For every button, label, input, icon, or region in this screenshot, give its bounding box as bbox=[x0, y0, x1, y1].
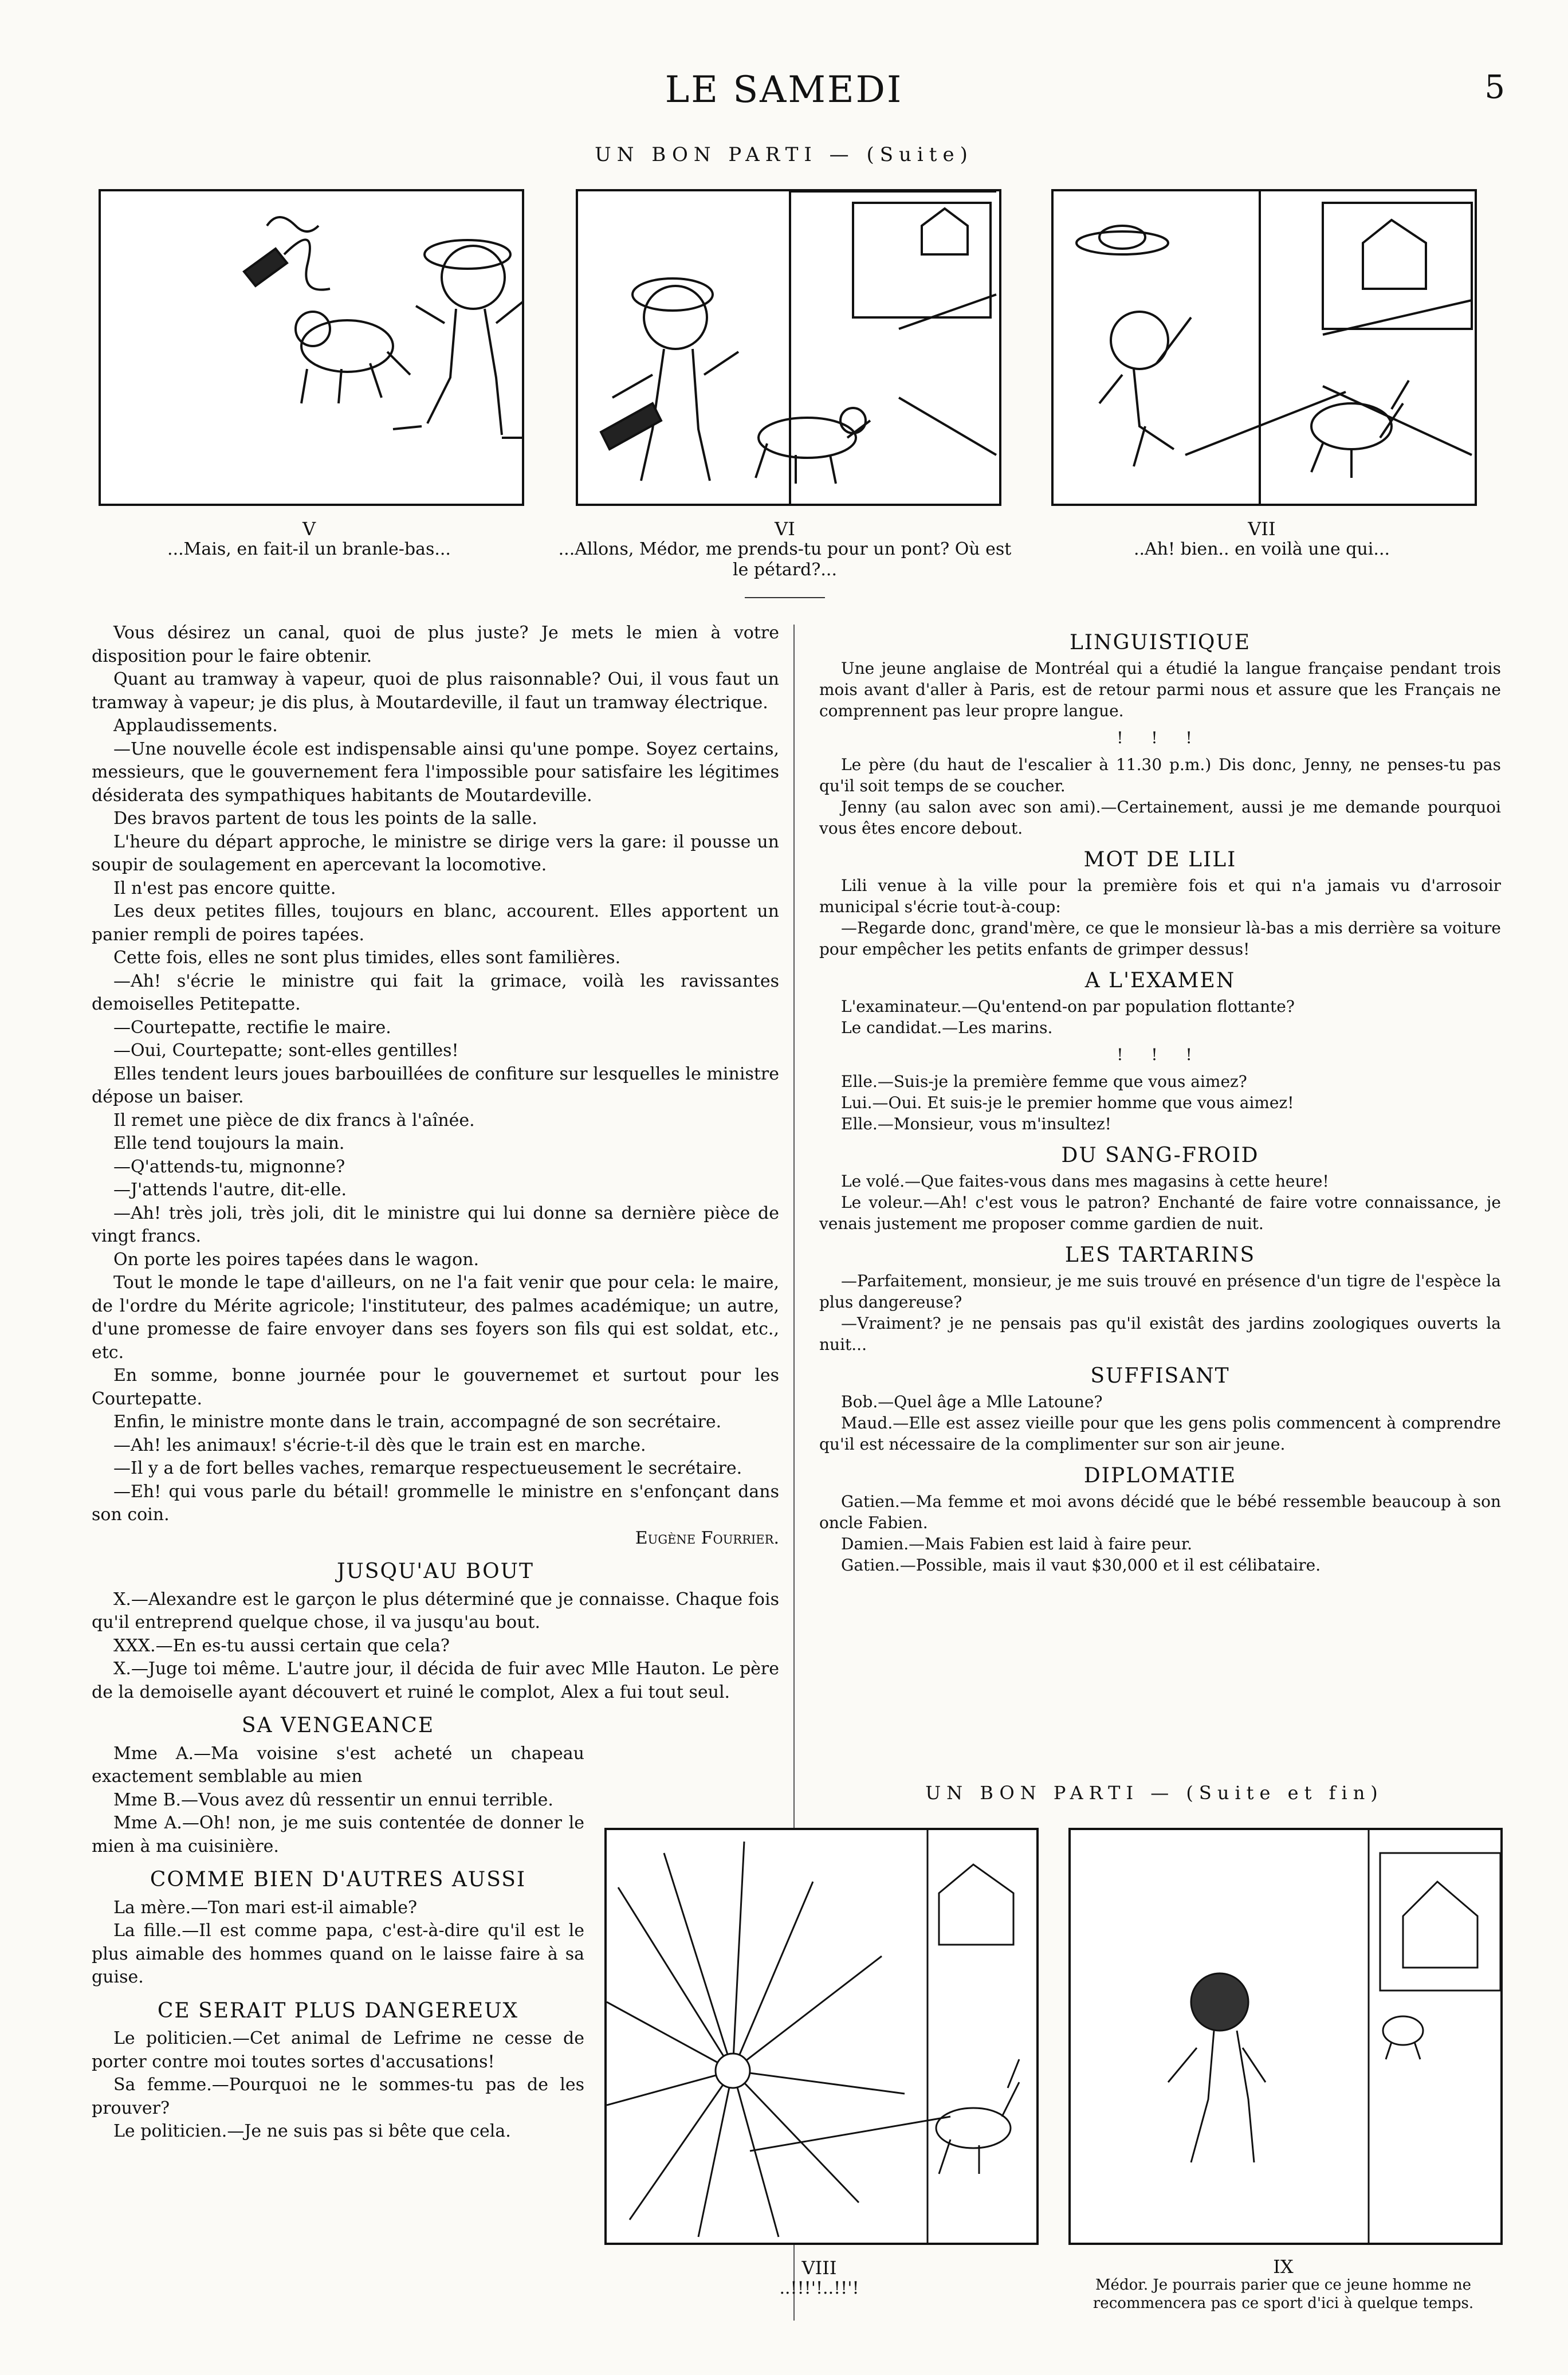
dialogue-line: Le père (du haut de l'escalier à 11.30 p.m.) Dis donc, Jenny, ne penses-tu pas qu'il soit temps de se coucher. bbox=[819, 755, 1501, 795]
dialogue-line: La mère.—Ton mari est-il aimable? bbox=[113, 1897, 418, 1918]
paragraph: L'heure du départ approche, le ministre se dirige vers la gare: il pousse un soupir de soulagement en apercevant la locomotive. bbox=[92, 831, 779, 875]
dialogue-line: La fille.—Il est comme papa, c'est-à-dire qu'il est le plus aimable des hommes quand on le laisse faire à sa guise. bbox=[92, 1921, 584, 1987]
paragraph: —Oui, Courtepatte; sont-elles gentilles! bbox=[113, 1041, 459, 1061]
dialogue-line: Jenny (au salon avec son ami).—Certainement, aussi je me demande pourquoi vous êtes encore debout. bbox=[819, 798, 1501, 838]
section-title: JUSQU'AU BOUT bbox=[337, 1560, 534, 1583]
panel-caption-text: ...Allons, Médor, me prends-tu pour un pont? Où est le pétard?... bbox=[558, 539, 1012, 580]
dialogue-line: Le politicien.—Je ne suis pas si bête que cela. bbox=[113, 2121, 511, 2141]
paragraph: —Il y a de fort belles vaches, remarque respectueusement le secrétaire. bbox=[113, 1458, 742, 1478]
paragraph: —Ah! très joli, très joli, dit le ministre qui lui donne sa dernière pièce de vingt francs. bbox=[92, 1203, 779, 1246]
panel-caption-vii bbox=[1051, 519, 1472, 560]
dialogue-line: X.—Juge toi même. L'autre jour, il décida de fuir avec Mlle Hauton. Le père de la demoiselle ayant découvert et ruiné le complot, Alex a fui tout seul. bbox=[92, 1659, 779, 1702]
panel-caption-text: ..!!!'!..!!'! bbox=[779, 2278, 859, 2298]
paragraph: —Courtepatte, rectifie le maire. bbox=[113, 1017, 391, 1038]
signature: Eugène Fourrier. bbox=[635, 1528, 779, 1548]
dialogue-line: Elle.—Suis-je la première femme que vous aimez? bbox=[841, 1072, 1247, 1091]
dialogue-line: Gatien.—Possible, mais il vaut $30,000 et il est célibataire. bbox=[841, 1556, 1321, 1575]
section-title: LES TARTARINS bbox=[1064, 1243, 1256, 1267]
dialogue-line: Le voleur.—Ah! c'est vous le patron? Enchanté de faire votre connaissance, je venais justement me proposer comme gardien de nuit. bbox=[819, 1193, 1501, 1233]
paragraph: —J'attends l'autre, dit-elle. bbox=[113, 1180, 347, 1200]
right-column bbox=[819, 622, 1501, 1576]
dialogue-line: Mme A.—Oh! non, je me suis contentée de donner le mien à ma cuisinière. bbox=[92, 1813, 584, 1856]
section-title: DU SANG-FROID bbox=[1061, 1144, 1259, 1167]
comic-illustration bbox=[1071, 1830, 1500, 2243]
comic-illustration bbox=[101, 191, 522, 504]
separator-stars: ! ! ! bbox=[1117, 1045, 1204, 1064]
panel-caption-ix bbox=[1068, 2258, 1498, 2313]
panel-caption-v bbox=[99, 519, 520, 560]
page-title: LE SAMEDI bbox=[665, 69, 903, 111]
panel-caption-text: ..Ah! bien.. en voilà une qui... bbox=[1133, 539, 1390, 559]
paragraph: Applaudissements. bbox=[113, 716, 278, 736]
dialogue-line: XXX.—En es-tu aussi certain que cela? bbox=[113, 1635, 450, 1656]
dialogue-line: X.—Alexandre est le garçon le plus déterminé que je connaisse. Chaque fois qu'il entreprend quelque chose, il va jusqu'au bout. bbox=[92, 1589, 779, 1632]
dialogue-line: Elle.—Monsieur, vous m'insultez! bbox=[841, 1114, 1111, 1133]
paragraph: —Une nouvelle école est indispensable ainsi qu'une pompe. Soyez certains, messieurs, que le gouvernement fera l'impossible pour satisfaire les légitimes désiderata des sympathiques habitants de Moutardeville. bbox=[92, 739, 779, 806]
page-number: 5 bbox=[1484, 69, 1505, 106]
paragraph: Une jeune anglaise de Montréal qui a étudié la langue française pendant trois mois avant d'aller à Paris, est de retour parmi nous et assure que les Français ne comprennent pas leur propre langue. bbox=[819, 659, 1501, 720]
paragraph: Tout le monde le tape d'ailleurs, on ne l'a fait venir que pour cela: le maire, de l'ordre du Mérite agricole; l'instituteur, des palmes académique; un autre, d'une promesse de faire envoyer dans ses foyers son fils qui est soldat, etc., etc. bbox=[92, 1273, 779, 1363]
comic-panel-viii bbox=[604, 1828, 1039, 2245]
section-title: COMME BIEN D'AUTRES AUSSI bbox=[150, 1868, 526, 1891]
section-title: SUFFISANT bbox=[1090, 1364, 1230, 1388]
paragraph: —Ah! les animaux! s'écrie-t-il dès que le train est en marche. bbox=[113, 1435, 646, 1455]
dialogue-line: Damien.—Mais Fabien est laid à faire peur. bbox=[841, 1534, 1193, 1553]
strip-title: UN BON PARTI — (Suite) bbox=[595, 143, 973, 166]
paragraph: Quant au tramway à vapeur, quoi de plus raisonnable? Oui, il vous faut un tramway à vapeur; je dis plus, à Moutardeville, il faut un tramway électrique. bbox=[92, 669, 779, 713]
dialogue-line: Mme A.—Ma voisine s'est acheté un chapeau exactement semblable au mien bbox=[92, 1743, 584, 1787]
section-title: SA VENGEANCE bbox=[241, 1714, 435, 1737]
strip-title: UN BON PARTI — (Suite et fin) bbox=[925, 1782, 1384, 1804]
panel-number: V bbox=[302, 518, 316, 540]
dialogue-line: Sa femme.—Pourquoi ne le sommes-tu pas de les prouver? bbox=[92, 2075, 584, 2118]
dialogue-line: Lili venue à la ville pour la première fois et qui n'a jamais vu d'arrosoir municipal s'écrie tout-à-coup: bbox=[819, 876, 1501, 916]
separator-stars: ! ! ! bbox=[1117, 728, 1204, 747]
dialogue-line: —Parfaitement, monsieur, je me suis trouvé en présence d'un tigre de l'espèce la plus dangereuse? bbox=[819, 1271, 1501, 1312]
dialogue-line: Le volé.—Que faites-vous dans mes magasins à cette heure! bbox=[841, 1172, 1329, 1191]
paragraph: Il remet une pièce de dix francs à l'aînée. bbox=[113, 1110, 475, 1130]
panel-number: VIII bbox=[801, 2257, 837, 2279]
panel-caption-text: Médor. Je pourrais parier que ce jeune homme ne recommencera pas ce sport d'ici à quelque temps. bbox=[1093, 2276, 1474, 2312]
paragraph: On porte les poires tapées dans le wagon. bbox=[113, 1249, 480, 1270]
dialogue-line: Lui.—Oui. Et suis-je le premier homme que vous aimez! bbox=[841, 1093, 1294, 1112]
section-title: DIPLOMATIE bbox=[1083, 1464, 1237, 1487]
comic-panel-vi bbox=[576, 189, 1001, 506]
short-items bbox=[92, 1714, 584, 2144]
paragraph: Il n'est pas encore quitte. bbox=[113, 878, 336, 898]
dialogue-line: Bob.—Quel âge a Mlle Latoune? bbox=[841, 1392, 1103, 1411]
panel-number: IX bbox=[1273, 2256, 1294, 2278]
paragraph: Les deux petites filles, toujours en blanc, accourent. Elles apportent un panier rempli de poires tapées. bbox=[92, 901, 779, 945]
paragraph: Elles tendent leurs joues barbouillées de confiture sur lesquelles le ministre dépose un baiser. bbox=[92, 1063, 779, 1107]
section-title: CE SERAIT PLUS DANGEREUX bbox=[157, 1999, 519, 2023]
section-title: MOT DE LILI bbox=[1083, 848, 1237, 872]
divider bbox=[745, 597, 825, 598]
comic-panel-v bbox=[99, 189, 524, 506]
dialogue-line: Gatien.—Ma femme et moi avons décidé que le bébé ressemble beaucoup à son oncle Fabien. bbox=[819, 1492, 1501, 1532]
paragraph: Vous désirez un canal, quoi de plus juste? Je mets le mien à votre disposition pour le faire obtenir. bbox=[92, 623, 779, 666]
paragraph: —Ah! s'écrie le ministre qui fait la grimace, voilà les ravissantes demoiselles Petitepatte. bbox=[92, 971, 779, 1014]
panel-caption-viii bbox=[604, 2258, 1034, 2299]
paragraph: —Q'attends-tu, mignonne? bbox=[113, 1156, 345, 1177]
paragraph: Elle tend toujours la main. bbox=[113, 1133, 345, 1153]
comic-illustration bbox=[607, 1830, 1036, 2243]
paragraph: Des bravos partent de tous les points de la salle. bbox=[113, 808, 537, 829]
comic-illustration bbox=[578, 191, 999, 504]
paragraph: Enfin, le ministre monte dans le train, accompagné de son secrétaire. bbox=[113, 1412, 722, 1432]
panel-caption-text: ...Mais, en fait-il un branle-bas... bbox=[167, 539, 451, 559]
panel-caption-vi bbox=[550, 519, 1020, 580]
dialogue-line: Maud.—Elle est assez vieille pour que les gens polis commencent à comprendre qu'il est nécessaire de la complimenter sur son air jeune. bbox=[819, 1414, 1501, 1454]
dialogue-line: —Vraiment? je ne pensais pas qu'il existât des jardins zoologiques ouverts la nuit... bbox=[819, 1314, 1501, 1354]
section-title: LINGUISTIQUE bbox=[1070, 631, 1251, 654]
comic-illustration bbox=[1054, 191, 1475, 504]
dialogue-line: —Regarde donc, grand'mère, ce que le monsieur là-bas a mis derrière sa voiture pour empêcher les petits enfants de grimper dessus! bbox=[819, 918, 1501, 959]
dialogue-line: Le politicien.—Cet animal de Lefrime ne cesse de porter contre moi toutes sortes d'accusations! bbox=[92, 2028, 584, 2072]
panel-number: VII bbox=[1248, 518, 1276, 540]
dialogue-line: Le candidat.—Les marins. bbox=[841, 1018, 1053, 1037]
paragraph: Cette fois, elles ne sont plus timides, elles sont familières. bbox=[113, 948, 621, 968]
dialogue-line: L'examinateur.—Qu'entend-on par population flottante? bbox=[841, 997, 1295, 1016]
comic-panel-ix bbox=[1068, 1828, 1503, 2245]
panel-number: VI bbox=[775, 518, 795, 540]
paragraph: —Eh! qui vous parle du bétail! grommelle le ministre en s'enfonçant dans son coin. bbox=[92, 1481, 779, 1525]
comic-panel-vii bbox=[1051, 189, 1477, 506]
page-header bbox=[0, 69, 1568, 126]
section-title: A L'EXAMEN bbox=[1084, 969, 1236, 992]
paragraph: En somme, bonne journée pour le gouvernemet et surtout pour les Courtepatte. bbox=[92, 1365, 779, 1409]
dialogue-line: Mme B.—Vous avez dû ressentir un ennui terrible. bbox=[113, 1789, 553, 1810]
